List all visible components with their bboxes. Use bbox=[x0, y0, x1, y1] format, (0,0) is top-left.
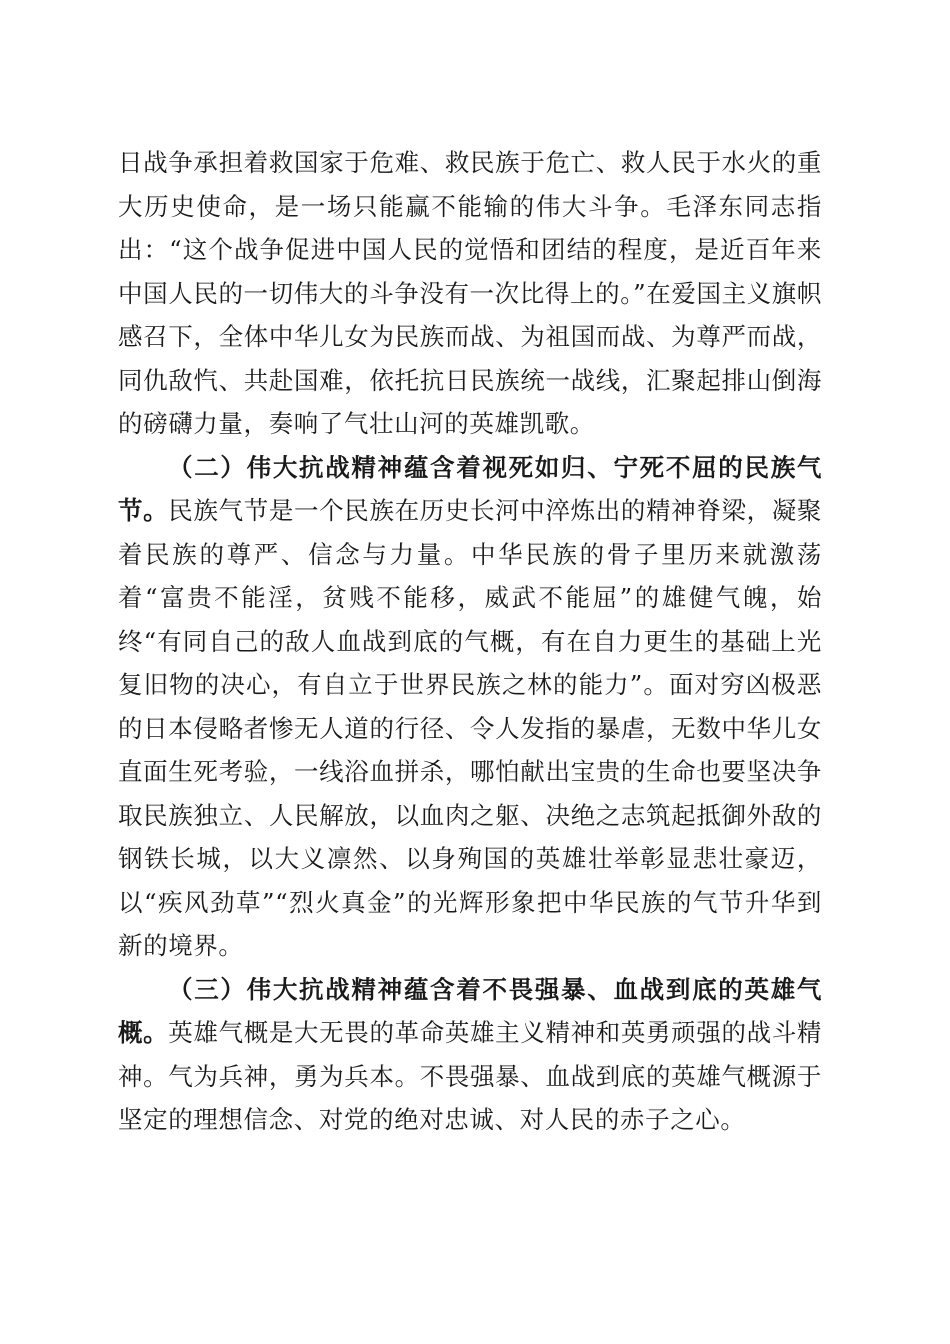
paragraph-body: 日战争承担着救国家于危难、救民族于危亡、救人民于水火的重大历史使命，是一场只能赢不能输的伟大斗争。毛泽东同志指出：“这个战争促进中国人民的觉悟和团结的程度，是近百年来中国人民的一切伟大的斗争没有一次比得上的。”在爱国主义旗帜感召下，全体中华儿女为民族而战、为祖国而战、为尊严而战，同仇敌忾、共赴国难，依托抗日民族统一战线，汇聚起排山倒海的磅礴力量，奏响了气壮山河的英雄凯歌。 bbox=[118, 148, 822, 438]
paragraph-heroic-spirit bbox=[118, 968, 822, 1142]
paragraph-body: 英雄气概是大无畏的革命英雄主义精神和英勇顽强的战斗精神。气为兵神，勇为兵本。不畏强暴、血战到底的英雄气概源于坚定的理想信念、对党的绝对忠诚、对人民的赤子之心。 bbox=[118, 1018, 822, 1134]
paragraph-national-integrity bbox=[118, 446, 822, 968]
section-heading-2: （二）伟大抗战精神蕴含着视死如归、宁死不屈的民族气节。 bbox=[118, 452, 822, 525]
paragraph-body: 民族气节是一个民族在历史长河中淬炼出的精神脊梁，凝聚着民族的尊严、信念与力量。中华民族的骨子里历来就激荡着“富贵不能淫，贫贱不能移，威武不能屈”的雄健气魄，始终“有同自己的敌人血战到底的气概，有在自力更生的基础上光复旧物的决心，有自立于世界民族之林的能力”。面对穷凶极恶的日本侵略者惨无人道的行径、令人发指的暴虐，无数中华儿女直面生死考验，一线浴血拼杀，哪怕献出宝贵的生命也要坚决争取民族独立、人民解放，以血肉之躯、决绝之志筑起抵御外敌的钢铁长城，以大义凛然、以身殉国的英雄壮举彰显悲壮豪迈，以“疾风劲草”“烈火真金”的光辉形象把中华民族的气节升华到新的境界。 bbox=[118, 496, 822, 960]
section-heading-3: （三）伟大抗战精神蕴含着不畏强暴、血战到底的英雄气概。 bbox=[118, 974, 822, 1047]
document-body bbox=[118, 141, 822, 1142]
paragraph-continuation bbox=[118, 141, 822, 446]
